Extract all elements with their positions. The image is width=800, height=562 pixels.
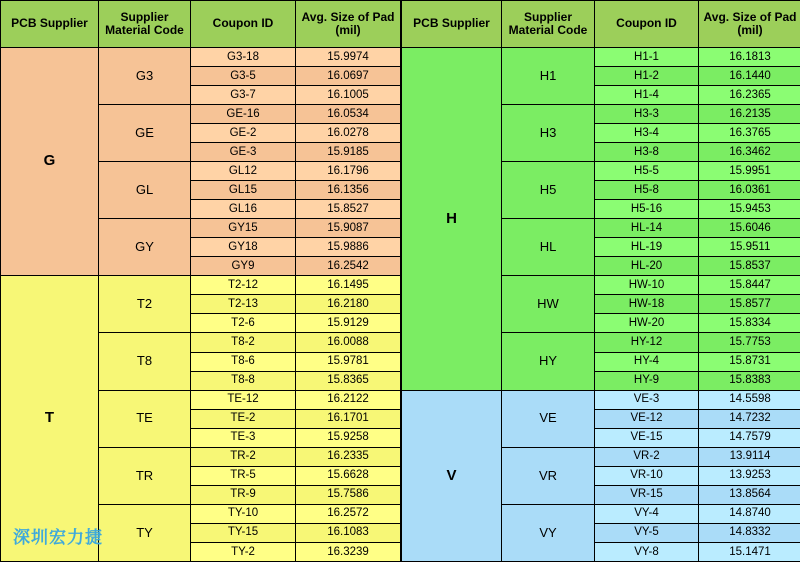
cell-avg-pad-size: 15.9258: [296, 428, 401, 447]
cell-avg-pad-size: 13.8564: [699, 485, 800, 504]
cell-avg-pad-size: 16.2572: [296, 504, 401, 523]
table-row: [402, 48, 800, 67]
cell-avg-pad-size: 16.1005: [296, 86, 401, 105]
cell-material-code: GE: [99, 105, 191, 162]
cell-avg-pad-size: 15.8527: [296, 200, 401, 219]
cell-avg-pad-size: 15.8577: [699, 295, 800, 314]
header-material-line2: Material Code: [105, 23, 184, 37]
cell-coupon-id: VR-15: [595, 485, 699, 504]
cell-coupon-id: TY-2: [191, 542, 296, 561]
cell-material-code: GY: [99, 219, 191, 276]
header-pcb-supplier: PCB Supplier: [1, 1, 99, 48]
header-avg-size-of-pad: [699, 1, 800, 48]
cell-avg-pad-size: 16.2542: [296, 257, 401, 276]
header-pcb-supplier: PCB Supplier: [402, 1, 502, 48]
cell-avg-pad-size: 15.7586: [296, 485, 401, 504]
left-table-header: [1, 1, 401, 48]
cell-coupon-id: G3-18: [191, 48, 296, 67]
cell-coupon-id: H3-3: [595, 105, 699, 124]
cell-material-code: HY: [502, 333, 595, 390]
cell-pcb-supplier: H: [402, 48, 502, 391]
cell-avg-pad-size: 14.7232: [699, 409, 800, 428]
cell-avg-pad-size: 15.1471: [699, 542, 800, 561]
cell-avg-pad-size: 16.1083: [296, 523, 401, 542]
cell-coupon-id: HW-18: [595, 295, 699, 314]
cell-material-code: HW: [502, 276, 595, 333]
cell-avg-pad-size: 15.8383: [699, 371, 800, 390]
cell-material-code: GL: [99, 162, 191, 219]
cell-coupon-id: T8-2: [191, 333, 296, 352]
cell-pcb-supplier: T: [1, 276, 99, 562]
cell-coupon-id: GE-3: [191, 143, 296, 162]
cell-coupon-id: VE-15: [595, 428, 699, 447]
cell-avg-pad-size: 15.9781: [296, 352, 401, 371]
cell-avg-pad-size: 15.6046: [699, 219, 800, 238]
cell-avg-pad-size: 14.8332: [699, 523, 800, 542]
cell-avg-pad-size: 13.9253: [699, 466, 800, 485]
cell-avg-pad-size: 16.1440: [699, 67, 800, 86]
cell-coupon-id: T8-8: [191, 371, 296, 390]
header-material-line1: Supplier: [523, 9, 572, 24]
right-table-body: [402, 48, 800, 562]
cell-avg-pad-size: 15.9951: [699, 162, 800, 181]
cell-avg-pad-size: 15.8447: [699, 276, 800, 295]
cell-coupon-id: VR-2: [595, 447, 699, 466]
cell-avg-pad-size: 14.7579: [699, 428, 800, 447]
header-coupon-id: Coupon ID: [191, 1, 296, 48]
cell-avg-pad-size: 14.5598: [699, 390, 800, 409]
cell-coupon-id: TY-15: [191, 523, 296, 542]
cell-coupon-id: HL-14: [595, 219, 699, 238]
cell-avg-pad-size: 15.8334: [699, 314, 800, 333]
right-data-table: [401, 0, 800, 562]
cell-coupon-id: G3-7: [191, 86, 296, 105]
cell-material-code: VR: [502, 447, 595, 504]
header-material-line2: Material Code: [508, 23, 588, 37]
cell-material-code: H5: [502, 162, 595, 219]
cell-material-code: TE: [99, 390, 191, 447]
cell-avg-pad-size: 15.9511: [699, 238, 800, 257]
cell-coupon-id: TR-5: [191, 466, 296, 485]
header-pad-line2: (mil): [335, 23, 361, 37]
cell-material-code: VY: [502, 504, 595, 561]
cell-coupon-id: VY-8: [595, 542, 699, 561]
cell-coupon-id: HY-4: [595, 352, 699, 371]
cell-avg-pad-size: 16.0361: [699, 181, 800, 200]
cell-material-code: T2: [99, 276, 191, 333]
cell-pcb-supplier: G: [1, 48, 99, 276]
cell-coupon-id: TY-10: [191, 504, 296, 523]
cell-material-code: T8: [99, 333, 191, 390]
header-row: [402, 1, 800, 48]
header-pad-line1: Avg. Size of Pad: [703, 9, 797, 24]
header-pad-line2: (mil): [737, 23, 763, 37]
cell-coupon-id: T2-13: [191, 295, 296, 314]
cell-avg-pad-size: 15.7753: [699, 333, 800, 352]
cell-coupon-id: H1-1: [595, 48, 699, 67]
cell-avg-pad-size: 16.2180: [296, 295, 401, 314]
cell-coupon-id: TR-2: [191, 447, 296, 466]
table-row: [402, 390, 800, 409]
header-supplier-material-code: [502, 1, 595, 48]
cell-coupon-id: VE-12: [595, 409, 699, 428]
cell-avg-pad-size: 16.0534: [296, 105, 401, 124]
cell-coupon-id: GE-2: [191, 124, 296, 143]
cell-coupon-id: TE-3: [191, 428, 296, 447]
cell-coupon-id: VY-4: [595, 504, 699, 523]
cell-avg-pad-size: 16.1356: [296, 181, 401, 200]
cell-avg-pad-size: 16.0697: [296, 67, 401, 86]
left-table-body: [1, 48, 401, 562]
cell-coupon-id: VR-10: [595, 466, 699, 485]
cell-coupon-id: GY9: [191, 257, 296, 276]
cell-avg-pad-size: 15.9974: [296, 48, 401, 67]
cell-avg-pad-size: 14.8740: [699, 504, 800, 523]
cell-avg-pad-size: 16.2335: [296, 447, 401, 466]
cell-avg-pad-size: 16.1701: [296, 409, 401, 428]
header-avg-size-of-pad: [296, 1, 401, 48]
cell-coupon-id: H5-5: [595, 162, 699, 181]
cell-coupon-id: H3-8: [595, 143, 699, 162]
cell-material-code: TY: [99, 504, 191, 561]
cell-coupon-id: T8-6: [191, 352, 296, 371]
header-row: [1, 1, 401, 48]
cell-coupon-id: VY-5: [595, 523, 699, 542]
cell-avg-pad-size: 16.3462: [699, 143, 800, 162]
cell-avg-pad-size: 15.9185: [296, 143, 401, 162]
cell-avg-pad-size: 16.2365: [699, 86, 800, 105]
cell-avg-pad-size: 15.9886: [296, 238, 401, 257]
cell-coupon-id: TE-12: [191, 390, 296, 409]
cell-avg-pad-size: 16.2135: [699, 105, 800, 124]
table-row: [1, 276, 401, 295]
watermark-text: 深圳宏力捷: [13, 528, 103, 548]
cell-avg-pad-size: 15.9087: [296, 219, 401, 238]
cell-avg-pad-size: 15.8537: [699, 257, 800, 276]
cell-avg-pad-size: 13.9114: [699, 447, 800, 466]
cell-coupon-id: H5-8: [595, 181, 699, 200]
cell-avg-pad-size: 15.9453: [699, 200, 800, 219]
cell-coupon-id: G3-5: [191, 67, 296, 86]
cell-material-code: H3: [502, 105, 595, 162]
cell-avg-pad-size: 16.1495: [296, 276, 401, 295]
cell-coupon-id: T2-6: [191, 314, 296, 333]
cell-avg-pad-size: 15.6628: [296, 466, 401, 485]
cell-avg-pad-size: 16.2122: [296, 390, 401, 409]
cell-coupon-id: GY18: [191, 238, 296, 257]
cell-avg-pad-size: 16.1813: [699, 48, 800, 67]
cell-coupon-id: GL12: [191, 162, 296, 181]
cell-coupon-id: H1-2: [595, 67, 699, 86]
cell-material-code: TR: [99, 447, 191, 504]
cell-coupon-id: H1-4: [595, 86, 699, 105]
header-material-line1: Supplier: [120, 9, 169, 24]
cell-material-code: H1: [502, 48, 595, 105]
cell-material-code: G3: [99, 48, 191, 105]
cell-coupon-id: VE-3: [595, 390, 699, 409]
cell-pcb-supplier: V: [402, 390, 502, 561]
cell-coupon-id: T2-12: [191, 276, 296, 295]
cell-avg-pad-size: 16.0278: [296, 124, 401, 143]
cell-avg-pad-size: 16.1796: [296, 162, 401, 181]
cell-material-code: VE: [502, 390, 595, 447]
header-pad-line1: Avg. Size of Pad: [301, 9, 395, 24]
cell-avg-pad-size: 15.8365: [296, 371, 401, 390]
cell-avg-pad-size: 16.0088: [296, 333, 401, 352]
table-row: [1, 48, 401, 67]
cell-coupon-id: HL-20: [595, 257, 699, 276]
header-supplier-material-code: [99, 1, 191, 48]
cell-avg-pad-size: 15.8731: [699, 352, 800, 371]
cell-coupon-id: TE-2: [191, 409, 296, 428]
cell-coupon-id: HY-9: [595, 371, 699, 390]
cell-coupon-id: GL15: [191, 181, 296, 200]
cell-avg-pad-size: 16.3765: [699, 124, 800, 143]
cell-coupon-id: H3-4: [595, 124, 699, 143]
cell-coupon-id: HL-19: [595, 238, 699, 257]
cell-coupon-id: GY15: [191, 219, 296, 238]
cell-coupon-id: GL16: [191, 200, 296, 219]
cell-coupon-id: HW-10: [595, 276, 699, 295]
cell-coupon-id: H5-16: [595, 200, 699, 219]
cell-material-code: HL: [502, 219, 595, 276]
header-coupon-id: Coupon ID: [595, 1, 699, 48]
cell-avg-pad-size: 16.3239: [296, 542, 401, 561]
cell-coupon-id: GE-16: [191, 105, 296, 124]
cell-coupon-id: HY-12: [595, 333, 699, 352]
cell-coupon-id: TR-9: [191, 485, 296, 504]
right-table-header: [402, 1, 800, 48]
cell-coupon-id: HW-20: [595, 314, 699, 333]
cell-avg-pad-size: 15.9129: [296, 314, 401, 333]
